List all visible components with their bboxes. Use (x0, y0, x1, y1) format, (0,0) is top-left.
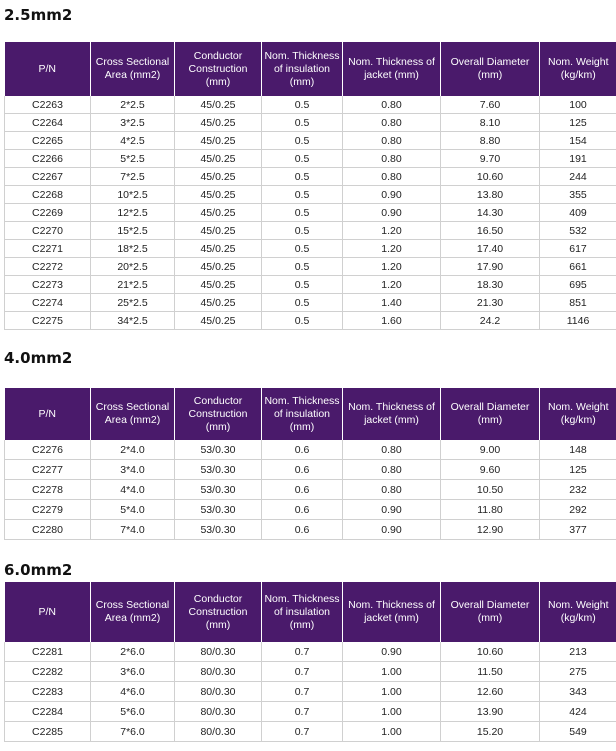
column-header: P/N (5, 42, 91, 96)
table-cell: 1146 (540, 312, 616, 330)
table-cell: 125 (540, 114, 616, 132)
column-header: Conductor Construction (mm) (175, 42, 262, 96)
table-cell: 377 (540, 520, 616, 540)
table-cell: C2272 (5, 258, 91, 276)
table-cell: 25*2.5 (91, 294, 175, 312)
table-cell: 7*6.0 (91, 722, 175, 742)
section-title-6-0mm2: 6.0mm2 (4, 561, 73, 579)
table-cell: 292 (540, 500, 616, 520)
table-cell: 15*2.5 (91, 222, 175, 240)
table-cell: C2273 (5, 276, 91, 294)
table-cell: 10.60 (441, 168, 540, 186)
table-row (5, 186, 616, 204)
section-title-2-5mm2: 2.5mm2 (4, 6, 73, 24)
table-cell: C2267 (5, 168, 91, 186)
column-header: Overall Diameter (mm) (441, 42, 540, 96)
table-cell: 45/0.25 (175, 168, 262, 186)
table-row (5, 662, 616, 682)
table-cell: C2278 (5, 480, 91, 500)
table-cell: 851 (540, 294, 616, 312)
table-cell: 53/0.30 (175, 480, 262, 500)
table-cell: 2*4.0 (91, 440, 175, 460)
table-cell: 16.50 (441, 222, 540, 240)
table-cell: 424 (540, 702, 616, 722)
table-cell: C2279 (5, 500, 91, 520)
table-row (5, 460, 616, 480)
table-cell: 0.7 (262, 702, 343, 722)
table-cell: 80/0.30 (175, 682, 262, 702)
table-cell: 0.5 (262, 168, 343, 186)
table-cell: 355 (540, 186, 616, 204)
table-cell: 0.5 (262, 132, 343, 150)
table-cell: 3*4.0 (91, 460, 175, 480)
table-cell: 0.90 (343, 520, 441, 540)
table-row (5, 240, 616, 258)
table-cell: 80/0.30 (175, 642, 262, 662)
table-row (5, 440, 616, 460)
table-header-row (5, 582, 616, 642)
table-cell: C2282 (5, 662, 91, 682)
table-cell: C2284 (5, 702, 91, 722)
table-cell: 0.5 (262, 204, 343, 222)
table-cell: 21.30 (441, 294, 540, 312)
table-cell: 0.6 (262, 460, 343, 480)
table-row (5, 132, 616, 150)
table-row (5, 96, 616, 114)
table-cell: C2285 (5, 722, 91, 742)
table-cell: 8.10 (441, 114, 540, 132)
table-cell: 0.5 (262, 258, 343, 276)
table-cell: 53/0.30 (175, 520, 262, 540)
table-cell: 0.5 (262, 114, 343, 132)
column-header: P/N (5, 582, 91, 642)
column-header: Nom. Thickness of jacket (mm) (343, 582, 441, 642)
table-cell: 45/0.25 (175, 222, 262, 240)
table-cell: 20*2.5 (91, 258, 175, 276)
table-cell: 0.6 (262, 500, 343, 520)
table-row (5, 682, 616, 702)
table-cell: 4*6.0 (91, 682, 175, 702)
column-header: Nom. Weight (kg/km) (540, 388, 616, 440)
table-row (5, 168, 616, 186)
table-cell: 343 (540, 682, 616, 702)
table-cell: 0.5 (262, 294, 343, 312)
table-cell: 45/0.25 (175, 186, 262, 204)
table-cell: 10.60 (441, 642, 540, 662)
table-row (5, 294, 616, 312)
table-cell: C2264 (5, 114, 91, 132)
table-cell: 11.50 (441, 662, 540, 682)
table-cell: 7*4.0 (91, 520, 175, 540)
table-cell: 125 (540, 460, 616, 480)
table-cell: 0.90 (343, 500, 441, 520)
table-header-row (5, 42, 616, 96)
table-cell: 0.80 (343, 440, 441, 460)
table-cell: C2263 (5, 96, 91, 114)
table-cell: C2276 (5, 440, 91, 460)
table-cell: 12.90 (441, 520, 540, 540)
table-cell: 1.00 (343, 722, 441, 742)
table-cell: 45/0.25 (175, 276, 262, 294)
section-title-4-0mm2: 4.0mm2 (4, 349, 73, 367)
table-cell: 1.20 (343, 258, 441, 276)
table-cell: 34*2.5 (91, 312, 175, 330)
table-row (5, 520, 616, 540)
table-cell: 0.80 (343, 168, 441, 186)
table-cell: 12.60 (441, 682, 540, 702)
table-cell: 12*2.5 (91, 204, 175, 222)
table-cell: C2270 (5, 222, 91, 240)
table-cell: 0.90 (343, 642, 441, 662)
table-cell: 9.70 (441, 150, 540, 168)
table-cell: C2277 (5, 460, 91, 480)
table-cell: 0.5 (262, 222, 343, 240)
table-cell: C2268 (5, 186, 91, 204)
table-row (5, 702, 616, 722)
table-cell: 53/0.30 (175, 460, 262, 480)
table-cell: C2274 (5, 294, 91, 312)
table-cell: 2*2.5 (91, 96, 175, 114)
table-cell: 15.20 (441, 722, 540, 742)
table-cell: 18*2.5 (91, 240, 175, 258)
table-cell: 0.7 (262, 682, 343, 702)
column-header: Nom. Thickness of insulation (mm) (262, 582, 343, 642)
table-header-row (5, 388, 616, 440)
table-cell: 45/0.25 (175, 258, 262, 276)
table-cell: 0.6 (262, 480, 343, 500)
table-cell: 80/0.30 (175, 702, 262, 722)
table-cell: 617 (540, 240, 616, 258)
table-cell: 191 (540, 150, 616, 168)
table-cell: 5*4.0 (91, 500, 175, 520)
table-cell: 0.5 (262, 150, 343, 168)
table-cell: 0.7 (262, 642, 343, 662)
table-cell: 45/0.25 (175, 132, 262, 150)
table-cell: 4*4.0 (91, 480, 175, 500)
table-cell: 154 (540, 132, 616, 150)
table-cell: 9.60 (441, 460, 540, 480)
table-cell: C2266 (5, 150, 91, 168)
column-header: Nom. Thickness of insulation (mm) (262, 388, 343, 440)
table-cell: 13.80 (441, 186, 540, 204)
table-cell: 53/0.30 (175, 500, 262, 520)
table-cell: 0.5 (262, 312, 343, 330)
column-header: Overall Diameter (mm) (441, 582, 540, 642)
table-cell: 148 (540, 440, 616, 460)
table-cell: 532 (540, 222, 616, 240)
column-header: Cross Sectional Area (mm2) (91, 388, 175, 440)
table-row (5, 500, 616, 520)
table-cell: 0.80 (343, 96, 441, 114)
table-cell: 53/0.30 (175, 440, 262, 460)
column-header: Overall Diameter (mm) (441, 388, 540, 440)
table-cell: 232 (540, 480, 616, 500)
table-cell: 11.80 (441, 500, 540, 520)
column-header: Nom. Thickness of jacket (mm) (343, 388, 441, 440)
table-cell: 17.90 (441, 258, 540, 276)
spec-table-6-0mm2 (4, 582, 616, 742)
table-cell: 0.90 (343, 186, 441, 204)
table-cell: 45/0.25 (175, 150, 262, 168)
table-cell: 0.5 (262, 186, 343, 204)
table-cell: 24.2 (441, 312, 540, 330)
table-cell: 0.7 (262, 722, 343, 742)
table-cell: 8.80 (441, 132, 540, 150)
table-cell: 0.80 (343, 132, 441, 150)
table-cell: 0.80 (343, 460, 441, 480)
spec-table-4-0mm2 (4, 388, 616, 540)
table-cell: 45/0.25 (175, 312, 262, 330)
table-cell: 0.7 (262, 662, 343, 682)
table-row (5, 150, 616, 168)
table-row (5, 276, 616, 294)
table-cell: 3*2.5 (91, 114, 175, 132)
table-cell: 80/0.30 (175, 662, 262, 682)
table-row (5, 312, 616, 330)
table-cell: 17.40 (441, 240, 540, 258)
table-cell: 0.6 (262, 520, 343, 540)
column-header: P/N (5, 388, 91, 440)
column-header: Nom. Thickness of jacket (mm) (343, 42, 441, 96)
table-row (5, 258, 616, 276)
table-cell: 45/0.25 (175, 114, 262, 132)
table-cell: 1.00 (343, 662, 441, 682)
table-cell: 1.20 (343, 240, 441, 258)
table-cell: 4*2.5 (91, 132, 175, 150)
column-header: Nom. Weight (kg/km) (540, 42, 616, 96)
table-cell: C2269 (5, 204, 91, 222)
table-cell: 18.30 (441, 276, 540, 294)
table-cell: C2275 (5, 312, 91, 330)
table-cell: C2280 (5, 520, 91, 540)
table-cell: 5*6.0 (91, 702, 175, 722)
column-header: Nom. Thickness of insulation (mm) (262, 42, 343, 96)
table-cell: 1.20 (343, 222, 441, 240)
table-cell: C2271 (5, 240, 91, 258)
table-cell: 1.00 (343, 702, 441, 722)
table-cell: 1.20 (343, 276, 441, 294)
table-cell: 45/0.25 (175, 204, 262, 222)
table-cell: 7*2.5 (91, 168, 175, 186)
table-cell: 1.40 (343, 294, 441, 312)
table-cell: 244 (540, 168, 616, 186)
table-cell: C2281 (5, 642, 91, 662)
table-cell: 100 (540, 96, 616, 114)
table-cell: 14.30 (441, 204, 540, 222)
table-cell: 0.80 (343, 480, 441, 500)
table-cell: 695 (540, 276, 616, 294)
table-cell: 0.80 (343, 150, 441, 168)
table-cell: 2*6.0 (91, 642, 175, 662)
table-cell: 10*2.5 (91, 186, 175, 204)
table-cell: 0.5 (262, 240, 343, 258)
column-header: Conductor Construction (mm) (175, 582, 262, 642)
table-cell: 0.6 (262, 440, 343, 460)
table-cell: 661 (540, 258, 616, 276)
table-cell: 5*2.5 (91, 150, 175, 168)
table-cell: 45/0.25 (175, 240, 262, 258)
table-row (5, 722, 616, 742)
table-cell: 9.00 (441, 440, 540, 460)
table-cell: C2265 (5, 132, 91, 150)
table-cell: 1.60 (343, 312, 441, 330)
table-cell: C2283 (5, 682, 91, 702)
column-header: Conductor Construction (mm) (175, 388, 262, 440)
column-header: Cross Sectional Area (mm2) (91, 582, 175, 642)
table-cell: 0.90 (343, 204, 441, 222)
column-header: Nom. Weight (kg/km) (540, 582, 616, 642)
table-cell: 1.00 (343, 682, 441, 702)
table-cell: 7.60 (441, 96, 540, 114)
table-cell: 13.90 (441, 702, 540, 722)
table-cell: 45/0.25 (175, 294, 262, 312)
spec-table-2-5mm2 (4, 42, 616, 330)
column-header: Cross Sectional Area (mm2) (91, 42, 175, 96)
table-row (5, 480, 616, 500)
table-cell: 3*6.0 (91, 662, 175, 682)
table-cell: 21*2.5 (91, 276, 175, 294)
table-cell: 0.80 (343, 114, 441, 132)
table-row (5, 204, 616, 222)
table-cell: 213 (540, 642, 616, 662)
table-cell: 80/0.30 (175, 722, 262, 742)
table-row (5, 114, 616, 132)
table-cell: 10.50 (441, 480, 540, 500)
table-cell: 0.5 (262, 96, 343, 114)
table-cell: 45/0.25 (175, 96, 262, 114)
table-cell: 409 (540, 204, 616, 222)
table-cell: 275 (540, 662, 616, 682)
table-cell: 549 (540, 722, 616, 742)
table-row (5, 642, 616, 662)
table-cell: 0.5 (262, 276, 343, 294)
table-row (5, 222, 616, 240)
